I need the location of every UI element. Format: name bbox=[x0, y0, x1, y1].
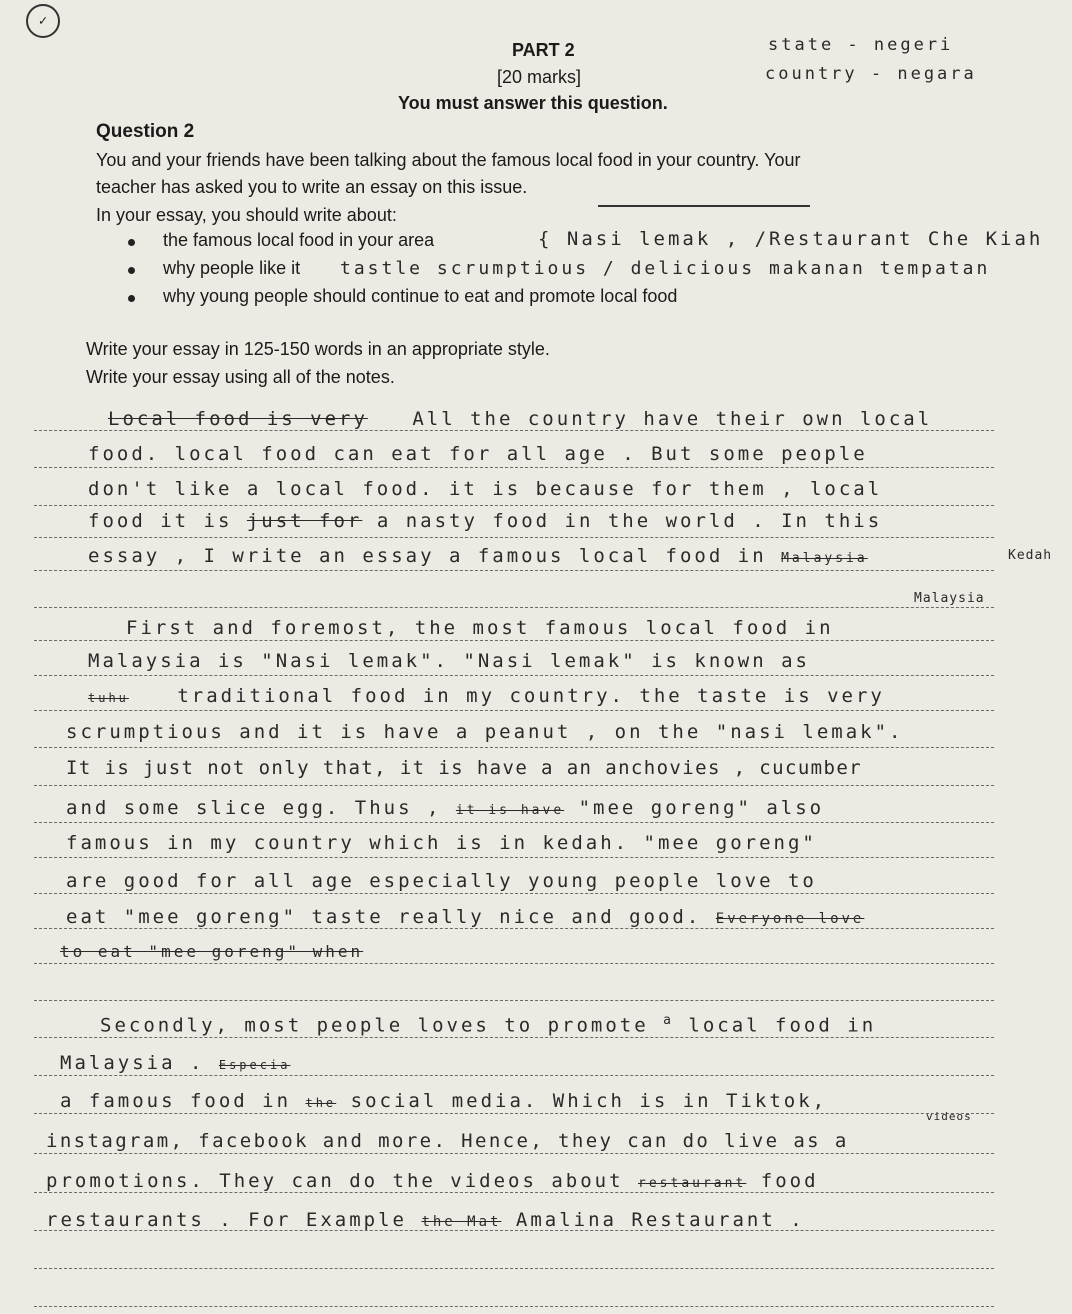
ruled-line bbox=[34, 785, 994, 786]
essay-line-15 bbox=[66, 906, 864, 928]
margin-note-country: country - negara bbox=[765, 64, 977, 84]
write-instruction-2: Write your essay using all of the notes. bbox=[86, 367, 395, 387]
essay-text: food bbox=[760, 1170, 819, 1192]
essay-text: Secondly, most people loves to promote bbox=[100, 1014, 649, 1037]
ruled-line bbox=[34, 1192, 994, 1193]
essay-line-5 bbox=[88, 545, 868, 567]
crossed-out-text: restaurant bbox=[638, 1176, 747, 1191]
essay-line-20 bbox=[60, 1090, 827, 1112]
ruled-line bbox=[34, 607, 994, 608]
essay-line-16 bbox=[60, 942, 363, 961]
ruled-line bbox=[34, 1153, 994, 1154]
crossed-out-text: Everyone love bbox=[715, 911, 865, 927]
essay-text: promotions. They can do the videos about bbox=[46, 1170, 624, 1192]
crossed-out-text: the Mat bbox=[421, 1214, 502, 1230]
question-prompt: In your essay, you should write about: bbox=[96, 205, 397, 225]
crossed-out-text: Especia bbox=[218, 1058, 291, 1072]
ruled-line bbox=[34, 928, 994, 929]
ruled-line bbox=[34, 640, 994, 641]
bullet-icon bbox=[128, 267, 135, 274]
essay-line-13: famous in my country which is in kedah. "mee goreng" bbox=[66, 832, 817, 854]
ruled-line bbox=[34, 1268, 994, 1269]
essay-line-10: scrumptious and it is have a peanut , on the "nasi lemak". bbox=[66, 721, 904, 743]
write-instruction-1: Write your essay in 125-150 words in an appropriate style. bbox=[86, 339, 550, 359]
ruled-line bbox=[34, 1306, 994, 1307]
question-intro-line-1: You and your friends have been talking about the famous local food in your country. Your bbox=[96, 150, 801, 170]
essay-text: live as a bbox=[724, 1130, 849, 1152]
essay-text: traditional food in my country. the taste is very bbox=[177, 685, 885, 707]
bullet-icon bbox=[128, 295, 135, 302]
essay-text: local food in bbox=[688, 1014, 877, 1037]
ruled-line bbox=[34, 893, 994, 894]
essay-line-23 bbox=[46, 1209, 805, 1231]
essay-text: a nasty food in the world . In this bbox=[376, 510, 883, 532]
essay-line-2: food. local food can eat for all age . But some people bbox=[88, 443, 868, 465]
ruled-line bbox=[34, 963, 994, 964]
question-label: Question 2 bbox=[96, 121, 195, 142]
essay-text: Amalina Restaurant . bbox=[515, 1209, 805, 1231]
essay-line-8: Malaysia is "Nasi lemak". "Nasi lemak" is known as bbox=[88, 650, 810, 672]
insertion-caret: a bbox=[663, 1013, 674, 1028]
ruled-line bbox=[34, 747, 994, 748]
essay-text: essay , I write an essay a famous local food in bbox=[88, 545, 767, 567]
bullet-icon bbox=[128, 239, 135, 246]
essay-line-1 bbox=[108, 408, 932, 430]
ruled-line bbox=[34, 710, 994, 711]
essay-text: instagram, facebook and more. Hence, they can do bbox=[46, 1130, 711, 1152]
crossed-out-text: Malaysia bbox=[781, 551, 868, 566]
marks-label: [20 marks] bbox=[497, 67, 582, 87]
ruled-line bbox=[34, 1113, 994, 1114]
essay-line-9 bbox=[88, 685, 885, 707]
essay-line-3: don't like a local food. it is because for them , local bbox=[88, 478, 883, 500]
pen-underline bbox=[598, 205, 810, 207]
essay-line-4 bbox=[88, 510, 882, 532]
essay-text: social media. Which is in Tiktok, bbox=[350, 1090, 828, 1112]
crossed-out-text: Local food is very bbox=[108, 408, 368, 430]
bullet-text-2: why people like it bbox=[163, 258, 301, 278]
essay-line-11: It is just not only that, it is have a an anchovies , cucumber bbox=[66, 757, 863, 779]
essay-text: "mee goreng" also bbox=[578, 797, 825, 819]
essay-line-22 bbox=[46, 1170, 819, 1192]
ruled-line bbox=[34, 537, 994, 538]
essay-text: restaurants . For Example bbox=[46, 1209, 407, 1231]
ruled-line bbox=[34, 1075, 994, 1076]
ruled-line bbox=[34, 430, 994, 431]
bullet-note-2: tastle scrumptious / delicious makanan tempatan bbox=[340, 258, 991, 279]
instruction-text: You must answer this question. bbox=[398, 93, 668, 113]
crossed-out-text: the bbox=[305, 1096, 337, 1110]
essay-line-12 bbox=[66, 797, 824, 819]
ruled-line bbox=[34, 1000, 994, 1001]
margin-note-kedah: Kedah bbox=[1008, 548, 1053, 563]
essay-line-21 bbox=[46, 1130, 849, 1152]
crossed-out-text: it is have bbox=[455, 803, 565, 818]
essay-line-14: are good for all age especially young people love to bbox=[66, 870, 817, 892]
ruled-line bbox=[34, 822, 994, 823]
ruled-line bbox=[34, 675, 994, 676]
essay-text: a famous food in bbox=[60, 1090, 292, 1112]
insertion-note: videos bbox=[926, 1110, 972, 1123]
essay-line-19 bbox=[60, 1052, 290, 1074]
essay-text: food it is bbox=[88, 510, 233, 532]
essay-text: eat "mee goreng" taste really nice and good. bbox=[66, 906, 702, 928]
ruled-line bbox=[34, 570, 994, 571]
crossed-out-text: tuhu bbox=[88, 691, 129, 705]
correction-note: Malaysia bbox=[914, 591, 985, 606]
ruled-line bbox=[34, 467, 994, 468]
ruled-line bbox=[34, 505, 994, 506]
bullet-text-1: the famous local food in your area bbox=[163, 230, 435, 250]
part-title: PART 2 bbox=[512, 40, 575, 60]
crossed-out-text: to eat "mee goreng" when bbox=[60, 942, 364, 961]
essay-text: All the country have their own local bbox=[412, 408, 933, 430]
essay-text: and some slice egg. Thus , bbox=[66, 797, 442, 819]
ruled-line bbox=[34, 1037, 994, 1038]
ruled-line bbox=[34, 857, 994, 858]
essay-line-18 bbox=[100, 1013, 876, 1036]
essay-text: Malaysia . bbox=[60, 1052, 205, 1074]
crossed-out-text: just for bbox=[246, 510, 363, 532]
question-intro-line-2: teacher has asked you to write an essay on this issue. bbox=[96, 177, 528, 197]
margin-note-state: state - negeri bbox=[768, 35, 954, 55]
essay-line-7: First and foremost, the most famous local food in bbox=[126, 617, 834, 639]
check-mark-icon: ✓ bbox=[26, 4, 60, 38]
bullet-text-3: why young people should continue to eat and promote local food bbox=[163, 286, 678, 306]
bullet-note-1: { Nasi lemak , /Restaurant Che Kiah bbox=[538, 228, 1044, 250]
